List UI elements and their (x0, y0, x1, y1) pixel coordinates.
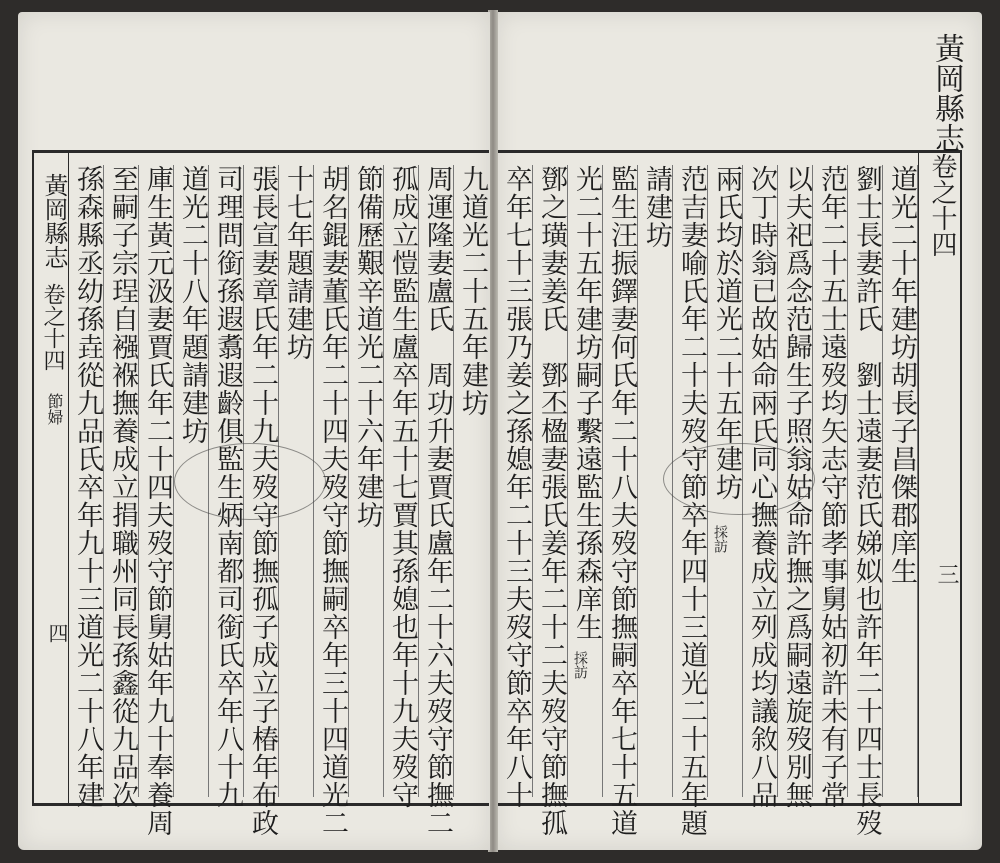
left-section-label: 節婦 (45, 393, 64, 425)
column-text: 周運隆妻盧氏 周功升妻賈氏盧年二十六夫歿守節撫二 (422, 165, 453, 837)
column-text: 劉士長妻許氏 劉士遠妻范氏娣姒也許年二十四士長歿 (851, 165, 882, 837)
annotation-note: 採訪 (572, 651, 588, 679)
text-column (498, 165, 533, 809)
pencil-mark (663, 443, 815, 515)
text-column (533, 165, 568, 837)
column-text: 司理問銜孫遐翥遐齡俱監生炳南都司銜氏卒年八十九 (212, 165, 243, 809)
column-text: 庫生黃元汲妻賈氏年二十四夫歿守節舅姑年九十奉養周 (142, 165, 173, 837)
text-column (813, 165, 848, 809)
text-column (848, 165, 883, 837)
text-column (349, 165, 384, 797)
right-volume-label: 卷之十四 (927, 153, 957, 257)
column-text: 九道光二十五年建坊 (457, 165, 488, 417)
column-text: 道光二十八年題請建坊 (177, 165, 208, 445)
left-center-column (34, 153, 69, 803)
column-text: 鄧之璜妻姜氏 鄧丕楹妻張氏姜年二十二夫歿守節撫孤 (536, 165, 567, 837)
right-page-number: 三 (934, 563, 959, 585)
left-page-frame (32, 150, 489, 837)
column-text: 十七年題請建坊 (282, 165, 313, 361)
left-page-number: 四 (45, 623, 69, 643)
column-text: 以夫祀爲念范歸生子照翁姑命許撫之爲嗣遠旋歿別無 (781, 165, 812, 809)
column-text: 道光二十年建坊胡長子昌傑郡庠生 (886, 165, 917, 585)
text-column (883, 165, 918, 797)
right-page-frame (498, 33, 964, 837)
text-column (603, 165, 638, 837)
text-column (419, 165, 454, 837)
column-text: 卒年七十三張乃姜之孫媳年二十三夫歿守節卒年八十 (501, 165, 532, 809)
left-header-title: 黃岡縣志 (40, 173, 68, 269)
column-text: 請建坊 (641, 165, 672, 249)
column-text: 光二十五年建坊嗣子繫遠監生孫森庠生 (571, 165, 602, 641)
column-text: 孫森縣丞幼孫垚從九品氏卒年九十三道光二十八年建 (72, 165, 103, 809)
column-text: 范年二十五士遠歿均矢志守節孝事舅姑初許未有子常 (816, 165, 847, 809)
text-column (69, 165, 104, 809)
annotation-note: 採訪 (712, 525, 728, 553)
column-text: 至嗣子宗珵自襁褓撫養成立捐職州同長孫鑫從九品次 (107, 165, 138, 809)
column-text: 監生汪振鐸妻何氏年二十八夫歿守節撫嗣卒年七十五道 (606, 165, 637, 837)
column-text: 節備歷艱辛道光二十六年建坊 (352, 165, 383, 529)
column-text: 孤成立愷監生盧卒年五十七賈其孫媳也年十九夫歿守 (387, 165, 418, 809)
text-column (454, 165, 489, 797)
right-page (496, 12, 982, 850)
text-column (384, 165, 419, 809)
pencil-mark (174, 443, 326, 520)
text-column (139, 165, 174, 837)
text-column (568, 165, 603, 797)
column-text: 范吉妻喻氏年二十夫歿守節卒年四十三道光二十五年題 (676, 165, 707, 837)
right-center-column (918, 33, 964, 803)
left-volume-label: 卷之十四 (40, 283, 65, 371)
column-text: 胡名錕妻董氏年二十四夫歿守節撫嗣卒年三十四道光二 (317, 165, 348, 837)
left-page (18, 12, 490, 850)
column-text: 次丁時翁已故姑命兩氏同心撫養成立列成均議敘八品 (746, 165, 777, 809)
column-text: 張長宣妻章氏年二十九夫歿守節撫孤子成立子椿年布政 (247, 165, 278, 837)
text-column (104, 165, 139, 809)
right-header-title: 黃岡縣志 (929, 33, 964, 153)
column-text: 兩氏均於道光二十五年建坊 (711, 165, 742, 501)
